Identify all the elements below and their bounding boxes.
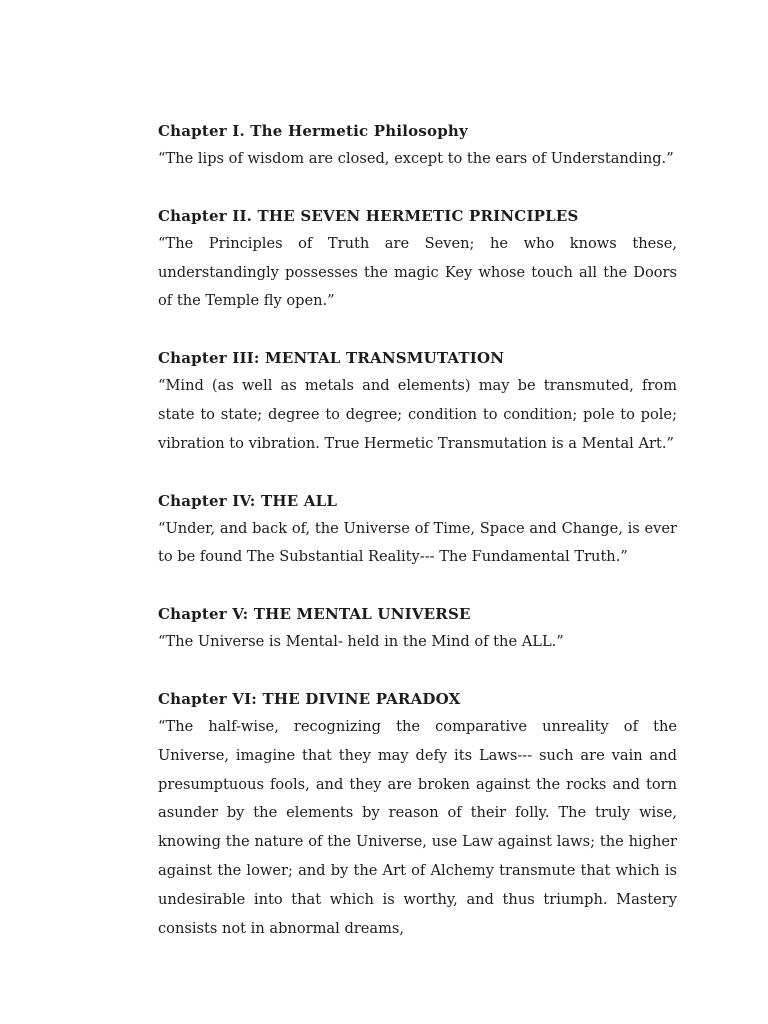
chapter-5 bbox=[158, 600, 677, 657]
chapter-quote: “The lips of wisdom are closed, except to the ears of Understanding.” bbox=[158, 150, 674, 167]
chapter-quote: “Mind (as well as metals and elements) may be transmuted, from state to state; degree to degree; condition to condition; pole to pole; vibration to vibration. True Hermetic Transmutation is a Mental Art.” bbox=[158, 377, 677, 452]
chapter-quote: “Under, and back of, the Universe of Time, Space and Change, is ever to be found The Substantial Reality--- The Fundamental Truth.” bbox=[158, 519, 677, 566]
chapter-2 bbox=[158, 202, 677, 316]
chapter-heading: Chapter III: MENTAL TRANSMUTATION bbox=[158, 349, 505, 368]
chapter-heading: Chapter V: THE MENTAL UNIVERSE bbox=[158, 605, 471, 624]
chapter-heading: Chapter IV: THE ALL bbox=[158, 491, 338, 510]
chapter-quote: “The Universe is Mental- held in the Mind of the ALL.” bbox=[158, 633, 564, 651]
document-page bbox=[158, 117, 677, 971]
chapter-heading: Chapter VI: THE DIVINE PARADOX bbox=[158, 689, 461, 708]
chapter-quote: “The Principles of Truth are Seven; he who knows these, understandingly possesses the magic Key whose touch all the Doors of the Temple fly open.” bbox=[158, 234, 677, 310]
chapter-3 bbox=[158, 344, 677, 458]
chapter-1 bbox=[158, 117, 677, 174]
chapter-heading: Chapter II. THE SEVEN HERMETIC PRINCIPLES bbox=[158, 206, 579, 225]
chapter-4 bbox=[158, 487, 677, 573]
chapter-6 bbox=[158, 685, 677, 943]
chapter-heading: Chapter I. The Hermetic Philosophy bbox=[158, 122, 468, 140]
chapter-quote: “The half-wise, recognizing the comparative unreality of the Universe, imagine that they may defy its Laws--- such are vain and presumptuous fools, and they are broken against the rocks and torn asunder by the elements by reason of their folly. The truly wise, knowing the nature of the Universe, use Law against laws; the higher against the lower; and by the Art of Alchemy transmute that which is undesirable into that which is worthy, and thus triumph. Mastery consists not in abnormal dreams, bbox=[158, 717, 677, 937]
